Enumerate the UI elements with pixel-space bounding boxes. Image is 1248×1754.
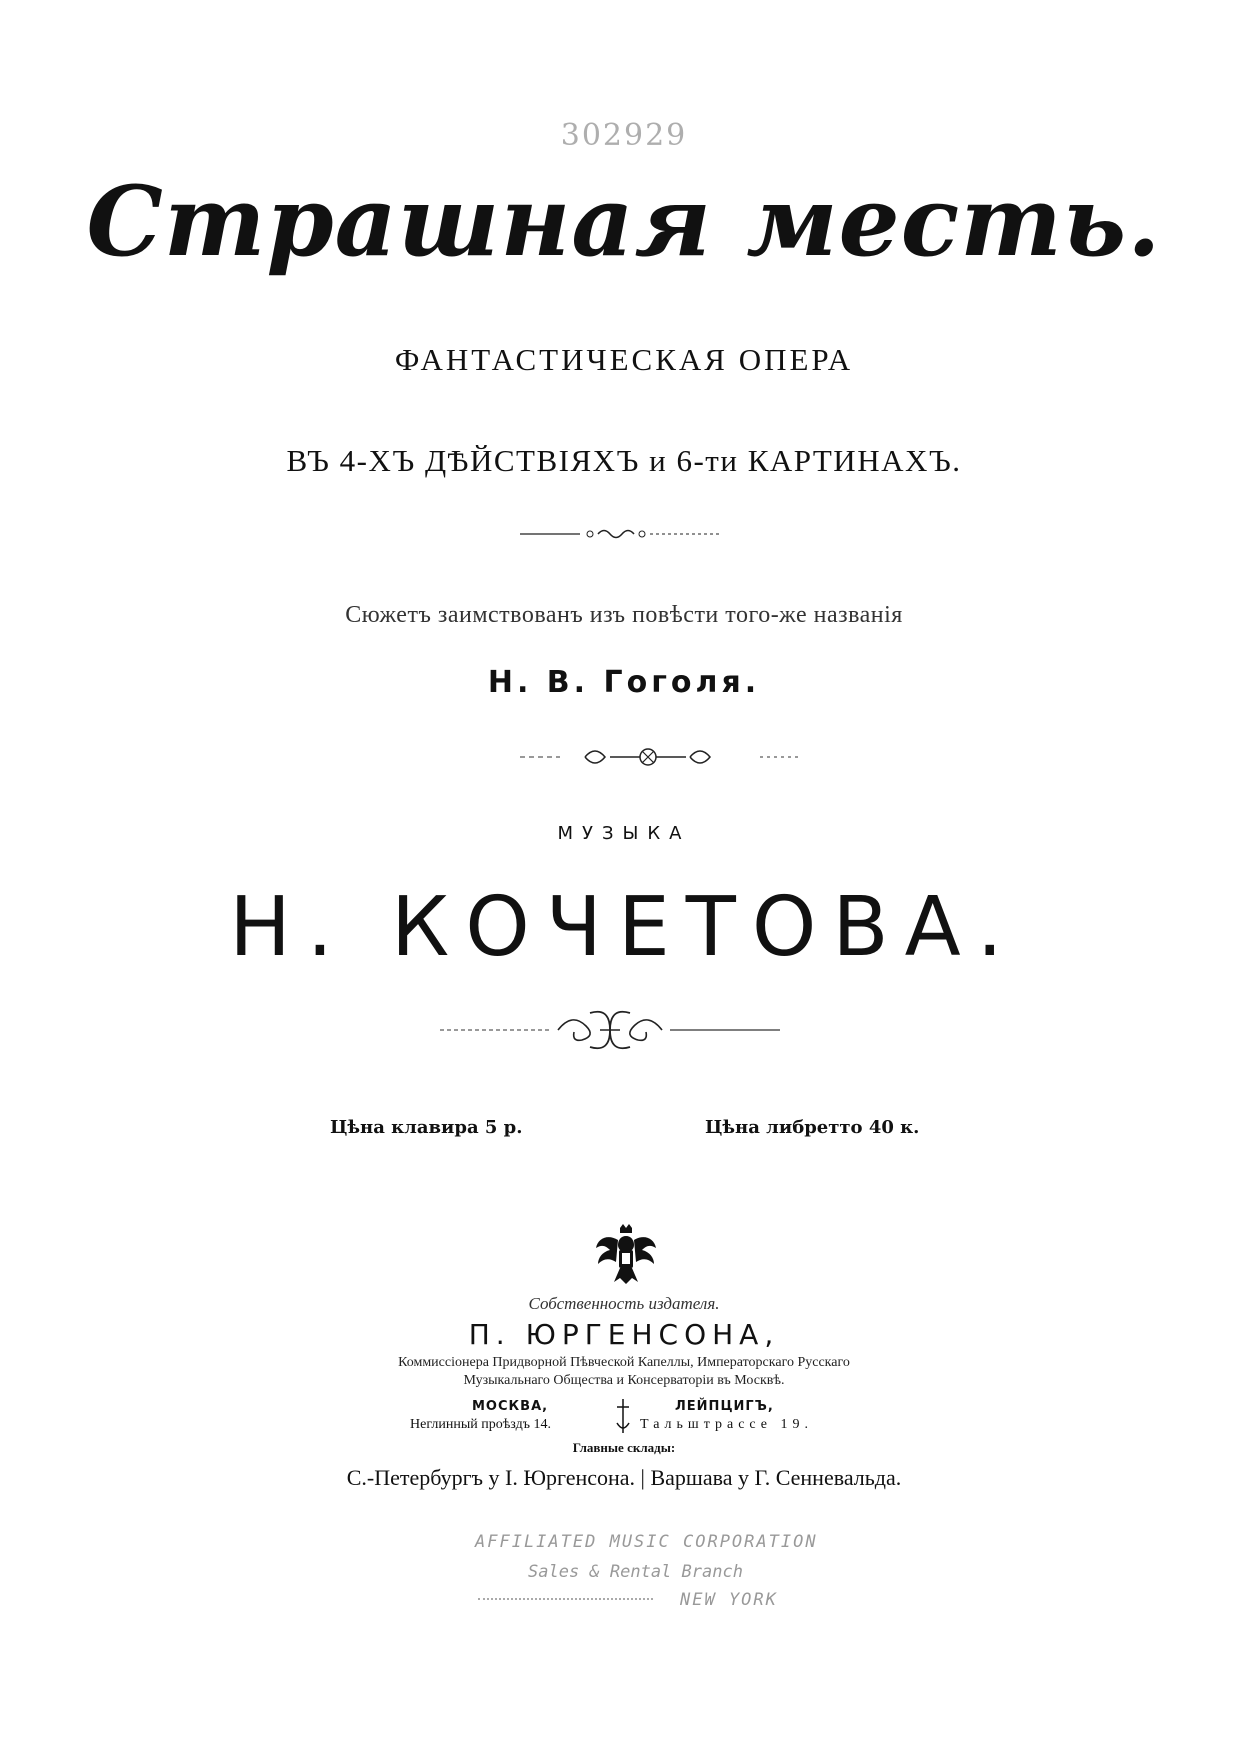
main-stores: С.-Петербургъ у І. Юргенсона. | Варшава у Г. Сенневальда. — [346, 1465, 902, 1490]
anchor-emblem — [615, 1397, 631, 1437]
city-leipzig: ЛЕЙПЦИГЪ, — [675, 1399, 774, 1414]
music-label: МУЗЫКА — [557, 823, 691, 844]
acts-description: ВЪ 4-ХЪ ДѢЙСТВІЯХЪ и 6-ти КАРТИНАХЪ. — [286, 443, 962, 478]
ornament-divider-3 — [440, 1003, 780, 1057]
author-name: Н. В. Гоголя. — [487, 665, 761, 700]
main-stores-label: Главные склады: — [572, 1440, 676, 1455]
ornament-divider-2 — [520, 742, 800, 772]
composer-name: Н. КОЧЕТОВА. — [229, 880, 1019, 975]
address-moscow: Неглинный проѣздъ 14. — [410, 1417, 551, 1432]
library-stamp-line-3: NEW YORK — [680, 1590, 778, 1610]
address-leipzig: Тальштрассе 19. — [640, 1417, 814, 1432]
price-piano-score: Цѣна клавира 5 р. — [330, 1117, 523, 1138]
opera-title: Страшная месть. — [86, 165, 1162, 278]
library-stamp-line-2: Sales & Rental Branch — [528, 1562, 743, 1582]
catalog-number: 302929 — [560, 118, 688, 153]
library-stamp-line-1: AFFILIATED MUSIC CORPORATION — [475, 1532, 818, 1552]
opera-subtitle: ФАНТАСТИЧЕСКАЯ ОПЕРА — [394, 342, 854, 377]
stamp-dotted-line — [478, 1598, 653, 1600]
publisher-name: П. ЮРГЕНСОНА, — [468, 1318, 780, 1351]
ownership-note: Собственность издателя. — [528, 1294, 720, 1313]
publisher-commission-line-1: Коммиссіонера Придворной Пѣвческой Капеллы, Императорскаго Русскаго — [398, 1355, 850, 1370]
city-moscow: МОСКВА, — [472, 1399, 549, 1414]
ornament-divider-1 — [520, 526, 720, 542]
imperial-eagle-emblem — [594, 1222, 658, 1288]
plot-source: Сюжетъ заимствованъ изъ повѣсти того-же названія — [345, 602, 903, 628]
price-libretto: Цѣна либретто 40 к. — [705, 1117, 920, 1138]
publisher-commission-line-2: Музыкальнаго Общества и Консерваторіи въ Москвѣ. — [463, 1373, 785, 1388]
